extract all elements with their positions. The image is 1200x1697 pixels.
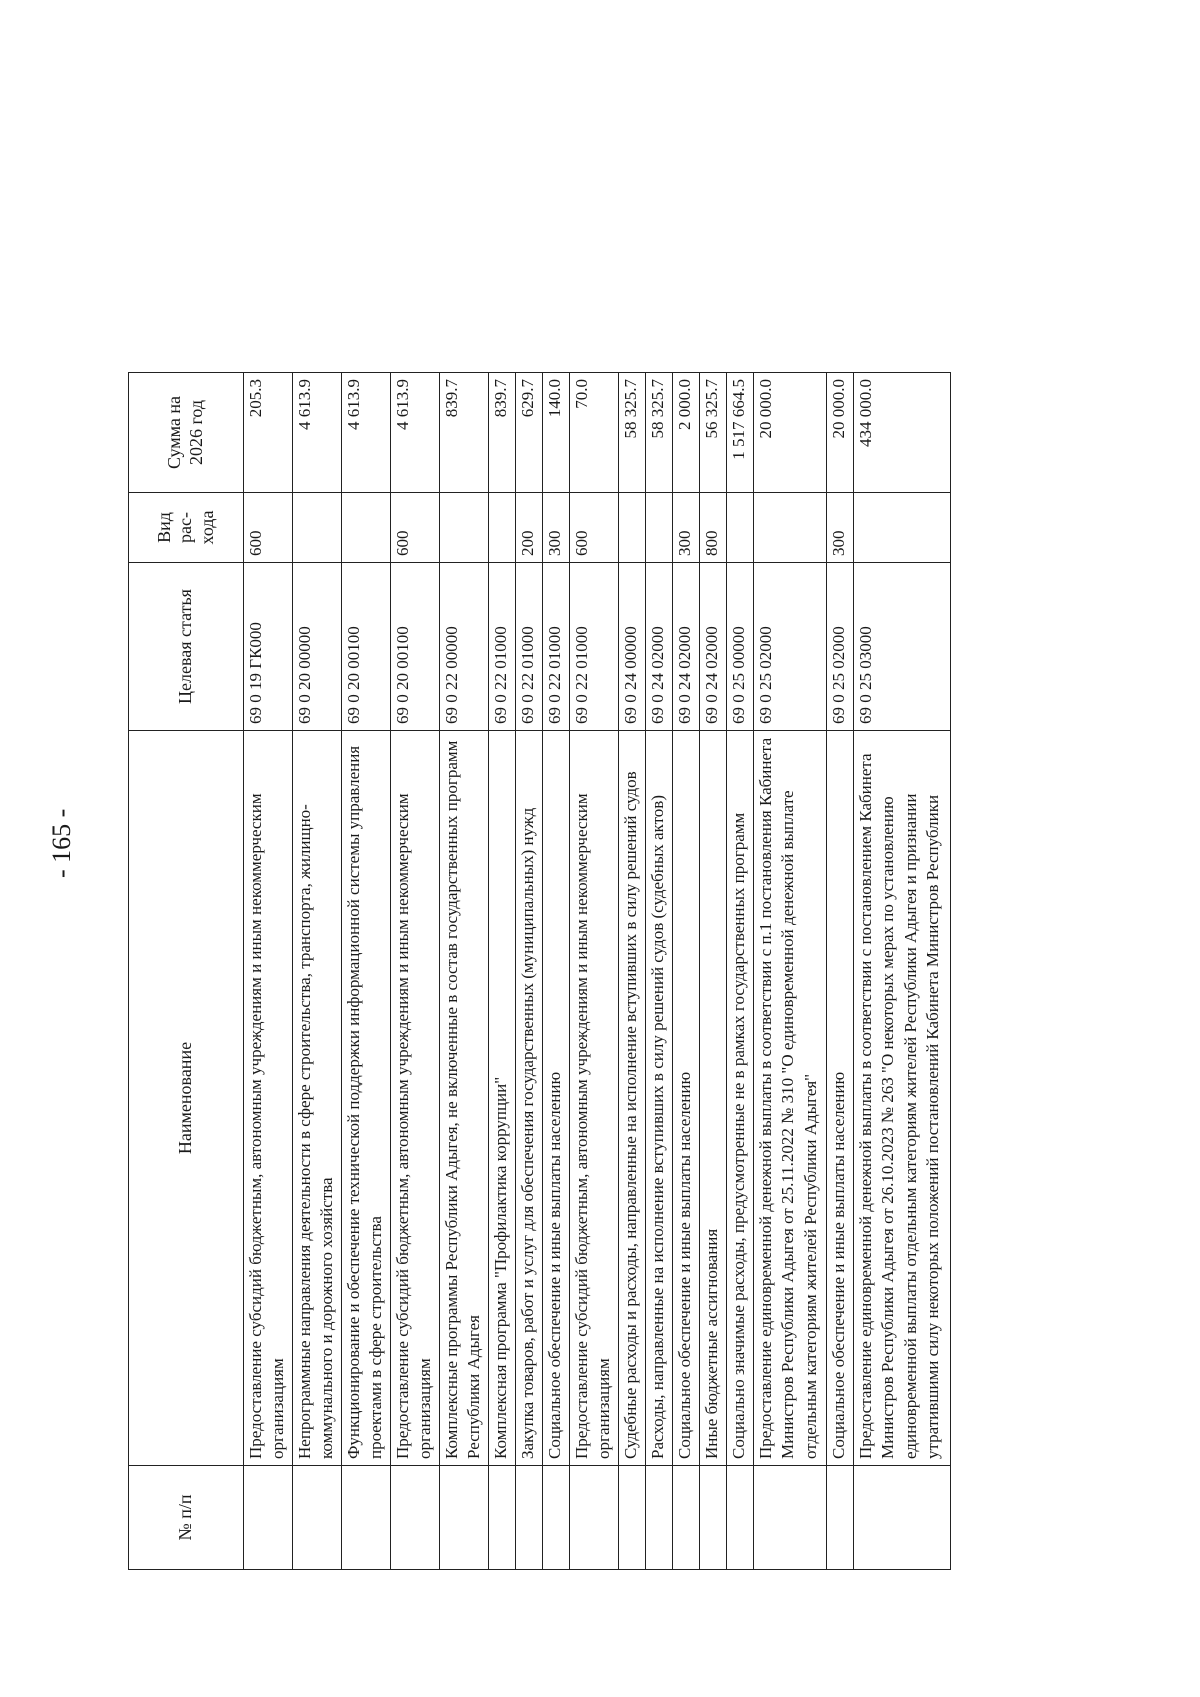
cell-sum: 629.7 (516, 373, 543, 493)
cell-type (489, 493, 516, 563)
cell-code: 69 0 22 01000 (489, 563, 516, 731)
cell-name: Функционирование и обеспечение технической поддержки информационной системы управления проектами в сфере строительства (342, 731, 391, 1466)
cell-sum: 205.3 (244, 373, 293, 493)
cell-sum: 4 613.9 (391, 373, 440, 493)
cell-name: Закупка товаров, работ и услуг для обеспечения государственных (муниципальных) нужд (516, 731, 543, 1466)
cell-code: 69 0 25 02000 (827, 563, 854, 731)
cell-sum: 4 613.9 (342, 373, 391, 493)
cell-sum: 839.7 (489, 373, 516, 493)
page-number: - 165 - (47, 808, 76, 878)
cell-code: 69 0 20 00100 (391, 563, 440, 731)
cell-name: Социальное обеспечение и иные выплаты населению (673, 731, 700, 1466)
table-row (619, 110, 646, 1570)
cell-type: 800 (700, 493, 727, 563)
table-row (342, 110, 391, 1570)
cell-name: Предоставление единовременной денежной выплаты в соответствии с п.1 постановления Кабинета Министров Республики Адыгея от 25.11.2022 № 310 "О единовременной денежной выплате отдельным категориям жителей Республики Адыгея" (754, 731, 827, 1466)
table-row (700, 110, 727, 1570)
cell-code: 69 0 22 00000 (440, 563, 489, 731)
cell-code: 69 0 24 02000 (700, 563, 727, 731)
cell-name: Расходы, направленные на исполнение вступивших в силу решений судов (судебных актов) (646, 731, 673, 1466)
header-name: Наименование (129, 731, 244, 1466)
table-margin (673, 110, 700, 373)
budget-table (128, 109, 951, 1570)
cell-name: Предоставление субсидий бюджетным, автономным учреждениям и иным некоммерческим организациям (570, 731, 619, 1466)
table-margin (440, 110, 489, 373)
cell-type: 600 (570, 493, 619, 563)
header-row (129, 110, 244, 1570)
header-num: № п/п (129, 1466, 244, 1570)
cell-num (646, 1466, 673, 1570)
cell-sum: 56 325.7 (700, 373, 727, 493)
header-sum: Сумма на 2026 год (129, 373, 244, 493)
cell-name: Социально значимые расходы, предусмотренные не в рамках государственных программ (727, 731, 754, 1466)
cell-name: Предоставление субсидий бюджетным, автономным учреждениям и иным некоммерческим организациям (391, 731, 440, 1466)
cell-sum: 839.7 (440, 373, 489, 493)
cell-num (727, 1466, 754, 1570)
table-row (570, 110, 619, 1570)
cell-type (293, 493, 342, 563)
cell-type (727, 493, 754, 563)
table-row (827, 110, 854, 1570)
cell-num (673, 1466, 700, 1570)
cell-code: 69 0 25 00000 (727, 563, 754, 731)
cell-type (440, 493, 489, 563)
cell-code: 69 0 22 01000 (543, 563, 570, 731)
cell-name: Иные бюджетные ассигнования (700, 731, 727, 1466)
cell-num (854, 1466, 951, 1570)
cell-num (754, 1466, 827, 1570)
cell-type: 300 (543, 493, 570, 563)
cell-num (827, 1466, 854, 1570)
cell-code: 69 0 24 02000 (673, 563, 700, 731)
cell-num (543, 1466, 570, 1570)
cell-name: Социальное обеспечение и иные выплаты населению (543, 731, 570, 1466)
cell-type: 600 (244, 493, 293, 563)
cell-name: Комплексная программа "Профилактика коррупции" (489, 731, 516, 1466)
cell-code: 69 0 24 02000 (646, 563, 673, 731)
cell-sum: 58 325.7 (619, 373, 646, 493)
cell-num (342, 1466, 391, 1570)
table-margin (489, 110, 516, 373)
table-row (727, 110, 754, 1570)
table-margin (646, 110, 673, 373)
cell-type: 600 (391, 493, 440, 563)
cell-sum: 2 000.0 (673, 373, 700, 493)
cell-name: Предоставление единовременной денежной выплаты в соответствии с постановлением Кабинета Министров Республики Адыгея от 26.10.2023 № 263 "О некоторых мерах по установлению единовременной выплаты отдельным категориям жителей Республики Адыгея и признании утратившими силу некоторых положений постановлений Кабинета Министров Республики (854, 731, 951, 1466)
cell-num (516, 1466, 543, 1570)
cell-name: Социальное обеспечение и иные выплаты населению (827, 731, 854, 1466)
cell-type: 200 (516, 493, 543, 563)
rotated-table-container (128, 110, 1083, 1570)
cell-num (700, 1466, 727, 1570)
table-margin (293, 110, 342, 373)
cell-code: 69 0 22 01000 (570, 563, 619, 731)
table-margin (700, 110, 727, 373)
cell-sum: 434 000.0 (854, 373, 951, 493)
cell-num (244, 1466, 293, 1570)
cell-code: 69 0 25 03000 (854, 563, 951, 731)
table-row (854, 110, 951, 1570)
cell-code: 69 0 20 00100 (342, 563, 391, 731)
cell-num (440, 1466, 489, 1570)
cell-name: Предоставление субсидий бюджетным, автономным учреждениям и иным некоммерческим организациям (244, 731, 293, 1466)
table-row (543, 110, 570, 1570)
table-row (440, 110, 489, 1570)
table-margin (570, 110, 619, 373)
header-code: Целевая статья (129, 563, 244, 731)
cell-num (570, 1466, 619, 1570)
cell-sum: 20 000.0 (827, 373, 854, 493)
cell-num (293, 1466, 342, 1570)
cell-sum: 140.0 (543, 373, 570, 493)
cell-num (489, 1466, 516, 1570)
table-row (646, 110, 673, 1570)
table-margin (827, 110, 854, 373)
table-margin (129, 110, 244, 373)
table-row (673, 110, 700, 1570)
cell-code: 69 0 20 00000 (293, 563, 342, 731)
cell-name: Судебные расходы и расходы, направленные на исполнение вступивших в силу решений судов (619, 731, 646, 1466)
cell-type (854, 493, 951, 563)
cell-type (342, 493, 391, 563)
cell-type (646, 493, 673, 563)
cell-sum: 70.0 (570, 373, 619, 493)
cell-type: 300 (673, 493, 700, 563)
cell-code: 69 0 25 02000 (754, 563, 827, 731)
table-margin (543, 110, 570, 373)
table-margin (244, 110, 293, 373)
cell-type (754, 493, 827, 563)
table-row (293, 110, 342, 1570)
table-margin (391, 110, 440, 373)
cell-type: 300 (827, 493, 854, 563)
cell-name: Комплексные программы Республики Адыгея, не включенные в состав государственных программ Республики Адыгея (440, 731, 489, 1466)
table-row (516, 110, 543, 1570)
table-margin (342, 110, 391, 373)
cell-type (619, 493, 646, 563)
cell-num (391, 1466, 440, 1570)
cell-code: 69 0 24 00000 (619, 563, 646, 731)
table-row (754, 110, 827, 1570)
table-row (244, 110, 293, 1570)
cell-name: Непрограммные направления деятельности в сфере строительства, транспорта, жилищно-коммунального и дорожного хозяйства (293, 731, 342, 1466)
table-margin (854, 110, 951, 373)
cell-sum: 4 613.9 (293, 373, 342, 493)
table-margin (516, 110, 543, 373)
cell-code: 69 0 19 ГК000 (244, 563, 293, 731)
table-margin (619, 110, 646, 373)
cell-code: 69 0 22 01000 (516, 563, 543, 731)
cell-num (619, 1466, 646, 1570)
table-margin (727, 110, 754, 373)
cell-sum: 58 325.7 (646, 373, 673, 493)
table-margin (754, 110, 827, 373)
cell-sum: 1 517 664.5 (727, 373, 754, 493)
cell-sum: 20 000.0 (754, 373, 827, 493)
table-row (489, 110, 516, 1570)
header-type: Вид рас- хода (129, 493, 244, 563)
table-row (391, 110, 440, 1570)
